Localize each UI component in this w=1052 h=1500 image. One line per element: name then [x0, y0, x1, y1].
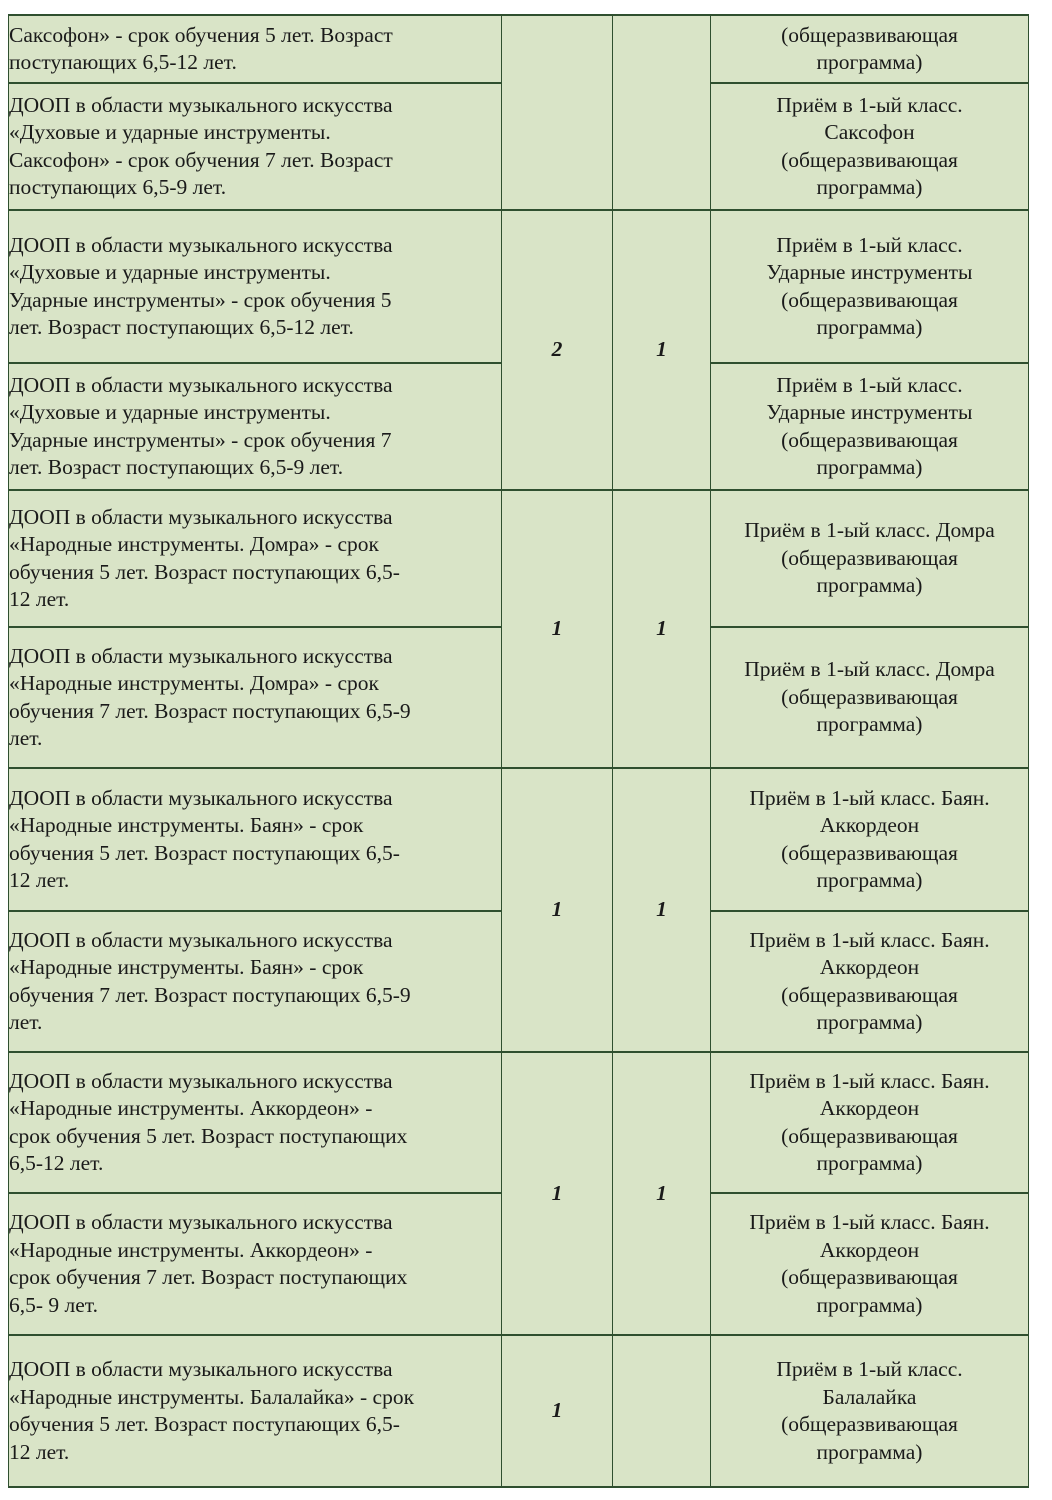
- admission-program-cell: Приём в 1-ый класс. Домра (общеразвивающая программа): [711, 627, 1029, 768]
- places-count-cell: 1: [502, 490, 613, 768]
- places-count-cell: [502, 15, 613, 210]
- program-description-cell: ДООП в области музыкального искусства «Народные инструменты. Баян» - срок обучения 7 лет. Возраст поступающих 6,5-9 лет.: [9, 911, 502, 1052]
- program-description-cell: ДООП в области музыкального искусства «Народные инструменты. Аккордеон» - срок обучения 5 лет. Возраст поступающих 6,5-12 лет.: [9, 1052, 502, 1193]
- program-description-cell: ДООП в области музыкального искусства «Духовые и ударные инструменты. Ударные инструменты» - срок обучения 5 лет. Возраст поступающих 6,5-12 лет.: [9, 210, 502, 363]
- admission-program-cell: Приём в 1-ый класс. Баян. Аккордеон (общеразвивающая программа): [711, 768, 1029, 911]
- places-count-cell: 1: [502, 1335, 613, 1487]
- table-row: [9, 1052, 1029, 1193]
- program-description-cell: ДООП в области музыкального искусства «Народные инструменты. Аккордеон» - срок обучения 7 лет. Возраст поступающих 6,5- 9 лет.: [9, 1193, 502, 1335]
- program-description-cell: ДООП в области музыкального искусства «Народные инструменты. Домра» - срок обучения 5 лет. Возраст поступающих 6,5- 12 лет.: [9, 490, 502, 627]
- places-count-cell: 2: [502, 210, 613, 490]
- program-description-cell: ДООП в области музыкального искусства «Народные инструменты. Домра» - срок обучения 7 лет. Возраст поступающих 6,5-9 лет.: [9, 627, 502, 768]
- table-row: [9, 210, 1029, 363]
- table-row: [9, 15, 1029, 83]
- quota-count-cell: 1: [613, 1052, 711, 1335]
- admission-program-cell: Приём в 1-ый класс. Ударные инструменты (общеразвивающая программа): [711, 210, 1029, 363]
- table-row: [9, 1335, 1029, 1487]
- table-row: [9, 768, 1029, 911]
- program-description-cell: ДООП в области музыкального искусства «Духовые и ударные инструменты. Саксофон» - срок обучения 7 лет. Возраст поступающих 6,5-9 лет.: [9, 83, 502, 210]
- admission-program-cell: Приём в 1-ый класс. Балалайка (общеразвивающая программа): [711, 1335, 1029, 1487]
- admission-program-cell: Приём в 1-ый класс. Саксофон (общеразвивающая программа): [711, 83, 1029, 210]
- quota-count-cell: [613, 1335, 711, 1487]
- quota-count-cell: 1: [613, 210, 711, 490]
- program-description-cell: ДООП в области музыкального искусства «Народные инструменты. Баян» - срок обучения 5 лет. Возраст поступающих 6,5- 12 лет.: [9, 768, 502, 911]
- quota-count-cell: 1: [613, 768, 711, 1052]
- admission-table: [8, 14, 1029, 1488]
- admission-program-cell: Приём в 1-ый класс. Баян. Аккордеон (общеразвивающая программа): [711, 1193, 1029, 1335]
- program-description-cell: ДООП в области музыкального искусства «Духовые и ударные инструменты. Ударные инструменты» - срок обучения 7 лет. Возраст поступающих 6,5-9 лет.: [9, 363, 502, 490]
- admission-program-cell: Приём в 1-ый класс. Домра (общеразвивающая программа): [711, 490, 1029, 627]
- quota-count-cell: 1: [613, 490, 711, 768]
- places-count-cell: 1: [502, 1052, 613, 1335]
- admission-program-cell: Приём в 1-ый класс. Баян. Аккордеон (общеразвивающая программа): [711, 1052, 1029, 1193]
- program-description-cell: Саксофон» - срок обучения 5 лет. Возраст поступающих 6,5-12 лет.: [9, 15, 502, 83]
- places-count-cell: 1: [502, 768, 613, 1052]
- admission-program-cell: Приём в 1-ый класс. Ударные инструменты (общеразвивающая программа): [711, 363, 1029, 490]
- program-description-cell: ДООП в области музыкального искусства «Народные инструменты. Балалайка» - срок обучения 5 лет. Возраст поступающих 6,5- 12 лет.: [9, 1335, 502, 1487]
- quota-count-cell: [613, 15, 711, 210]
- admission-program-cell: Приём в 1-ый класс. Баян. Аккордеон (общеразвивающая программа): [711, 911, 1029, 1052]
- table-row: [9, 490, 1029, 627]
- admission-program-cell: (общеразвивающая программа): [711, 15, 1029, 83]
